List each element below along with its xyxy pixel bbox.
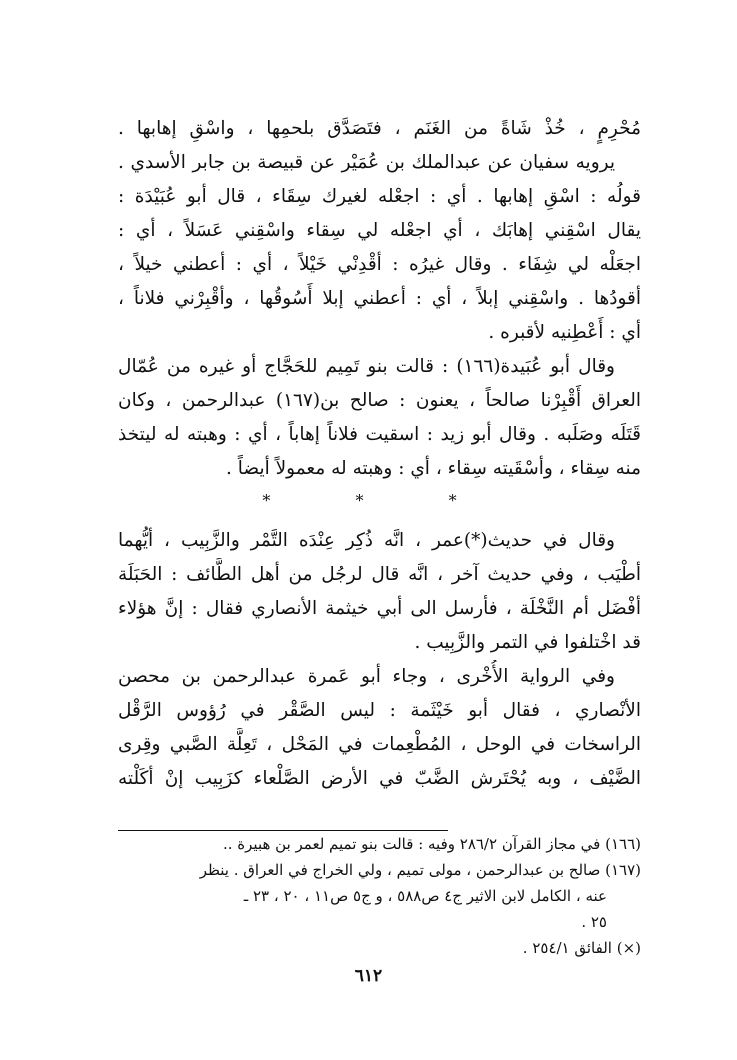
text-line: مُحْرِمٍ ، خُذْ شَاةً من الغَنَم ، فتَصَدَّق بلحمِها ، واسْقِ إهابها . [118, 118, 641, 139]
footnotes [118, 830, 641, 961]
footnote-line: (١٦٦) في مجاز القرآن ٢٨٦/٢ وفيه : قالت بنو تميم لعمر بن هبيرة .. [222, 835, 641, 853]
text-line: قد اخْتلفوا في التمر والزَّبِيب . [414, 632, 641, 653]
footnote-line: (×) الفائق ٢٥٤/١ . [522, 939, 641, 957]
text-line: قَتَلَه وصَلَبه . وقال أبو زيد : اسقيت فلاناً إهاباً ، أي : وهبته له ليتخذ [118, 424, 641, 445]
text-line: منه سِقاء ، وأسْقَيته سِقاء ، أي : وهبته له معمولاً أيضاً . [226, 458, 641, 479]
separator-star: * [355, 491, 404, 510]
separator-star: * [262, 491, 311, 510]
text-line: وقال في حديث(*)عمر ، انَّه ذُكِر عِنْدَه التَّمْر والزَّبِيب ، أيُّهما [118, 530, 615, 551]
text-line: وفي الرواية الأُخْرى ، وجاء أبو عَمرة عبدالرحمن بن محصن [118, 666, 615, 687]
footnote-line: ٢٥ . [581, 913, 607, 931]
text-line: الراسخات في الوحل ، المُطْعِمات في المَحْل ، تَعِلَّة الصَّبي وقِرى [118, 734, 641, 755]
text-line: وقال أبو عُبَيدة(١٦٦) : قالت بنو تَمِيم للحَجَّاج أو غيره من عُمّال [118, 356, 615, 377]
text-line: أفْضَل أم النَّخْلَة ، فأرسل الى أبي خيثمة الأنصاري فقال : إنَّ هؤلاء [118, 598, 641, 619]
page-number: ٦١٢ [354, 966, 383, 986]
text-line: أطْيَب ، وفي حديث آخر ، انَّه قال لرجُل من أهل الطَّائف : الحَبَلَة [118, 564, 641, 585]
separator-star: * [448, 491, 497, 510]
text-line: الضَّيْف ، وبه يُحْتَرش الضَّبّ في الأرض الصَّلْعاء كزَبِيب إنْ أكَلْته [118, 768, 641, 789]
text-line: أقودُها . واسْقِني إبلاً ، أي : أعطني إبلا أَسُوقُها ، وأقْبِرْني فلاناً ، [118, 288, 641, 309]
text-line: يقال اسْقِني إهابَك ، أي اجعْله لي سِقاء واسْقِني عَسَلاً ، أي : [118, 220, 641, 241]
text-line: أي : أَعْطِنيه لأقبره . [488, 322, 641, 343]
section-separator [118, 486, 641, 516]
text-line: الأنْصاري ، فقال أبو خَيْثَمة : ليس الصَّقْر في رُؤوس الرَّقْل [118, 700, 641, 721]
text-line: اجعَلْه لي شِفَاء . وقال غيرُه : أقْدِنْي خَيْلاً ، أي : أعطني خيلاً ، [118, 254, 641, 275]
footnote-line: عنه ، الكامل لابن الاثير ج٤ ص٥٨٨ ، و ج٥ ص١١ ، ٢٠ ، ٢٣ ـ [243, 887, 607, 905]
text-line: يرويه سفيان عن عبدالملك بن عُمَيْر عن قبيصة بن جابر الأسدي . [118, 152, 615, 173]
text-line: العراق أَقْبِرْنا صالحاً ، يعنون : صالح بن(١٦٧) عبدالرحمن ، وكان [118, 390, 641, 411]
text-line: قولُه : اسْقِ إهابها . أي : اجعْله لغيرك سِقَاء ، قال أبو عُبَيْدَة : [118, 186, 641, 207]
main-text [118, 112, 641, 796]
footnote-line: (١٦٧) صالح بن عبدالرحمن ، مولى تميم ، ولي الخراج في العراق . ينظر [199, 861, 641, 879]
